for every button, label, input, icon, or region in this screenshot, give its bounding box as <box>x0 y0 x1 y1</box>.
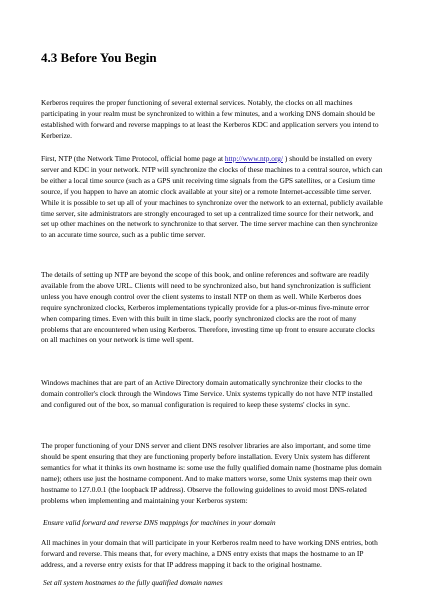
guideline-dns-mappings: Ensure valid forward and reverse DNS mappings for machines in your domain <box>43 518 276 527</box>
ntp-text-after: ) should be installed on every server and KDC in your network. NTP will synchronize the clocks of these machines to a central source, which can be either a local time source (such as a GPS unit receiving time signals from the GPS satellites, or a Cesium time source, if you happen to have an atomic clock available at your site) or a remote Internet-accessible time server. While it is possible to set up all of your machines to synchronize over the network to an external, publicly available time server, site administrators are strongly encouraged to set up a centralized time source for their network, and set up other machines on the network to synchronize to that server. The time server machine can then synchronize to an accurate time source, such as a public time server. <box>41 154 383 240</box>
ntp-homepage-link[interactable]: http://www.ntp.org/ <box>224 154 284 163</box>
guideline-fqdn: Set all system hostnames to the fully qualified domain names <box>43 578 223 587</box>
paragraph-ntp-details: The details of setting up NTP are beyond the scope of this book, and online references and software are readily available from the above URL. Clients will need to be synchronized also, but hand synchronization is sufficient unless you have enough control over the client systems to install NTP on them as well. While Kerberos does require synchronized clocks, Kerberos implementations typically provide for a plus-or-minus five-minute error when comparing times. Even with this built in time slack, poorly synchronized clocks are the root of many problems that are encountered when using Kerberos. Therefore, investing time up front to ensure accurate clocks on all machines on your network is time well spent. <box>41 270 375 345</box>
paragraph-windows: Windows machines that are part of an Active Directory domain automatically synchronize their clocks to the domain controller's clock through the Windows Time Service. Unix systems typically do not have NTP installed and configured out of the box, so manual configuration is required to keep these systems' clocks in sync. <box>41 378 373 409</box>
paragraph-intro: Kerberos requires the proper functioning of several external services. Notably, the clocks on all machines participating in your realm must be synchronized to within a few minutes, and a working DNS domain should be established with forward and reverse mappings to at least the Kerberos KDC and application servers you intend to Kerberize. <box>41 98 379 140</box>
section-heading: 4.3 Before You Begin <box>41 50 157 65</box>
paragraph-ntp <box>41 154 383 241</box>
ntp-text-before: First, NTP (the Network Time Protocol, official home page at <box>41 154 225 163</box>
paragraph-dns: The proper functioning of your DNS server and client DNS resolver libraries are also important, and some time should be spent ensuring that they are functioning properly before installation. Every Unix system has different semantics for what it thinks its own hostname is: some use the fully qualified domain name (hostname plus domain name); others use just the hostname component. And to make matters worse, some Unix systems map their own hostname to 127.0.0.1 (the loopback IP address). Observe the following guidelines to avoid most DNS-related problems when implementing and maintaining your Kerberos system: <box>41 441 382 505</box>
paragraph-dns-entries: All machines in your domain that will participate in your Kerberos realm need to have working DNS entries, both forward and reverse. This means that, for every machine, a DNS entry exists that maps the hostname to an IP address, and a reverse entry exists for that IP address mapping it back to the original hostname. <box>41 538 378 569</box>
